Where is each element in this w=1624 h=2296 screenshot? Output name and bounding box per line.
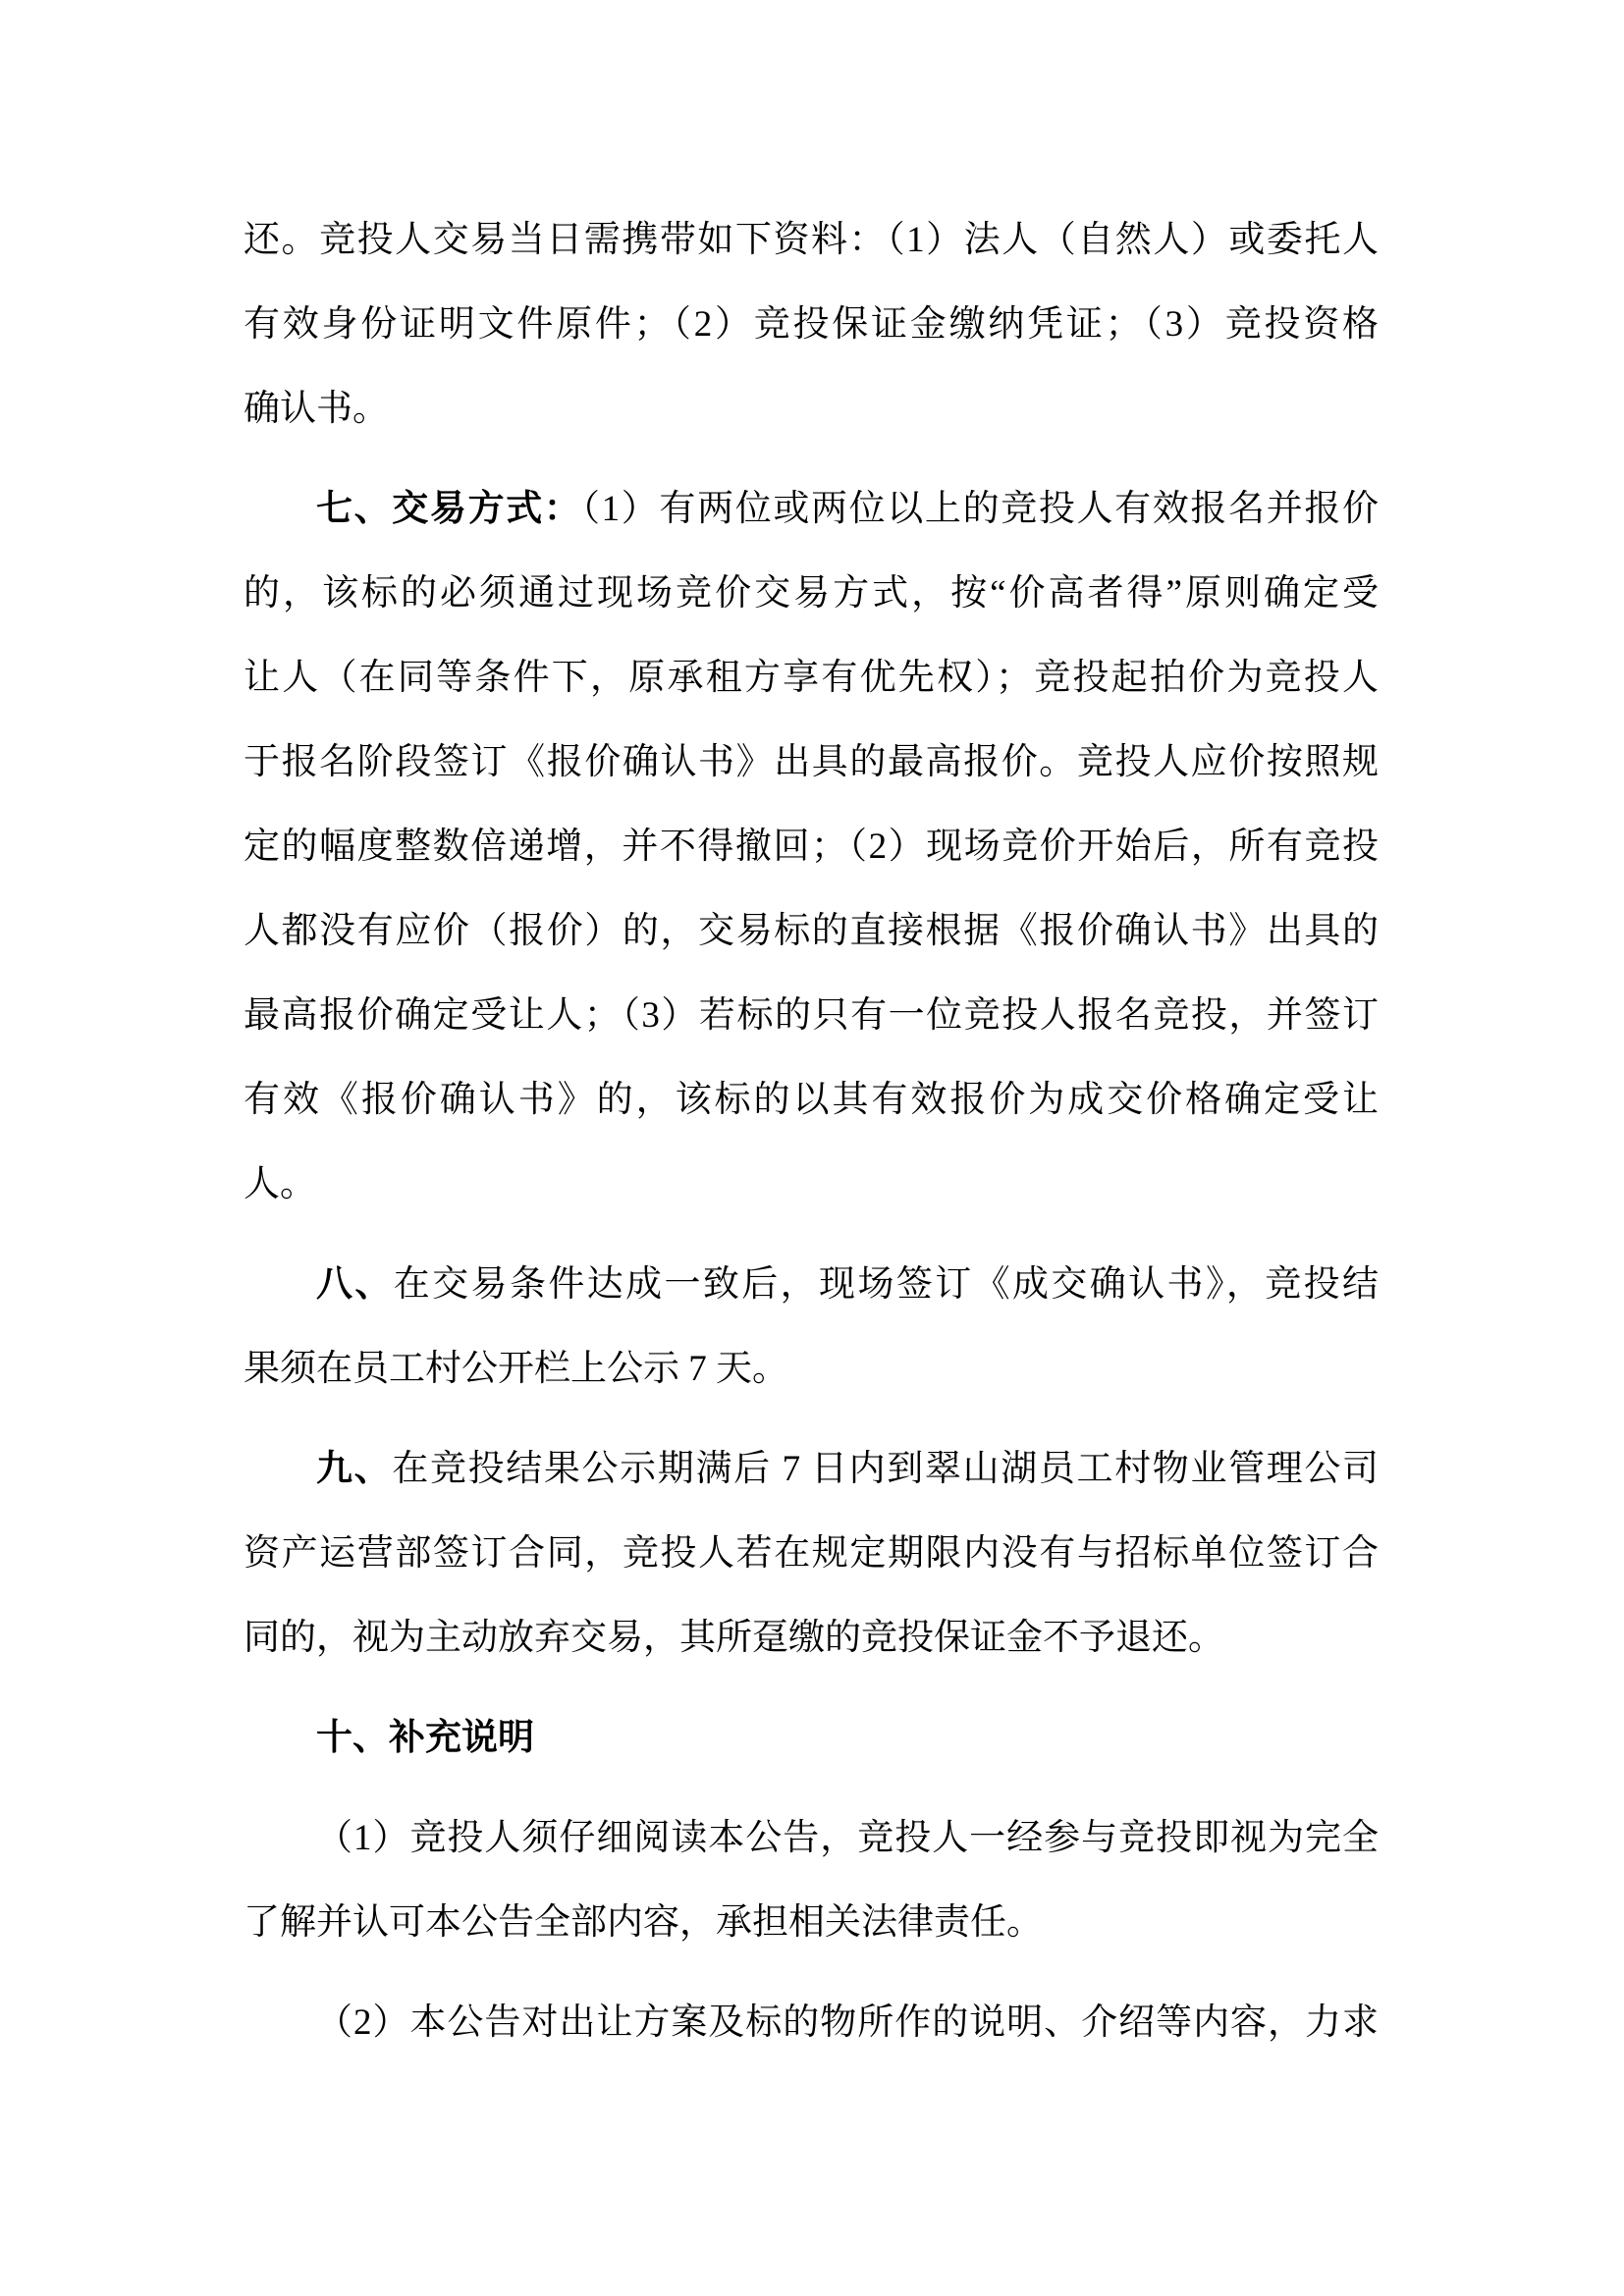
line-text: 果须在员工村公开栏上公示 7 天。: [244, 1349, 788, 1389]
line-text: 人。: [244, 1164, 316, 1204]
bold-heading-text: 九、: [316, 1449, 393, 1489]
paragraph-section-10-heading: [244, 1696, 1379, 1781]
text-line: [244, 974, 1379, 1058]
text-line: [244, 1427, 1379, 1512]
line-text: 于报名阶段签订《报价确认书》出具的最高报价。竞投人应价按照规: [244, 742, 1379, 782]
line-text: 人都没有应价（报价）的，交易标的直接根据《报价确认书》出具的: [244, 911, 1379, 951]
text-line: [244, 198, 1379, 283]
line-text: 在交易条件达成一致后，现场签订《成交确认书》，竞投结: [393, 1264, 1379, 1305]
text-line: [244, 889, 1379, 974]
line-text: 最高报价确定受让人；（3）若标的只有一位竞投人报名竞投，并签订: [244, 995, 1379, 1036]
text-line: [244, 467, 1379, 552]
line-text: （1）有两位或两位以上的竞投人有效报名并报价: [581, 489, 1379, 529]
line-text: 了解并认可本公告全部内容，承担相关法律责任。: [244, 1902, 1043, 1943]
bold-heading-text: 八、: [316, 1264, 394, 1305]
text-line: [244, 552, 1379, 636]
text-line: [244, 1058, 1379, 1143]
text-line: [244, 1796, 1379, 1881]
paragraph-section-8-deal-confirmation: [244, 1243, 1379, 1412]
line-text: （1）竞投人须仔细阅读本公告，竞投人一经参与竞投即视为完全: [316, 1818, 1379, 1858]
line-text: 同的，视为主动放弃交易，其所趸缴的竞投保证金不予退还。: [244, 1618, 1224, 1658]
text-line: [244, 283, 1379, 367]
paragraph-supplement-item-2: [244, 1981, 1379, 2065]
text-line: [244, 721, 1379, 805]
paragraph-continuation-materials: [244, 198, 1379, 452]
line-text: 在竞投结果公示期满后 7 日内到翠山湖员工村物业管理公司: [392, 1449, 1379, 1489]
text-line: [244, 1596, 1379, 1681]
line-text: 有效《报价确认书》的，该标的以其有效报价为成交价格确定受让: [244, 1080, 1379, 1120]
text-line: [244, 367, 1379, 452]
line-text: 确认书。: [244, 389, 389, 429]
line-text: 的，该标的必须通过现场竞价交易方式，按“价高者得”原则确定受: [244, 573, 1379, 614]
line-text: 有效身份证明文件原件；（2）竞投保证金缴纳凭证；（3）竞投资格: [244, 304, 1379, 345]
text-line: [244, 1327, 1379, 1412]
paragraph-section-9-contract-signing: [244, 1427, 1379, 1681]
text-line: [244, 1512, 1379, 1596]
bold-heading-text: 十、补充说明: [316, 1718, 534, 1758]
text-line: [244, 636, 1379, 721]
line-text: （2）本公告对出让方案及标的物所作的说明、介绍等内容，力求: [316, 2002, 1379, 2043]
line-text: 让人（在同等条件下，原承租方享有优先权）；竞投起拍价为竞投人: [244, 658, 1379, 698]
line-text: 资产运营部签订合同，竞投人若在规定期限内没有与招标单位签订合: [244, 1533, 1379, 1574]
text-line: [244, 1881, 1379, 1965]
text-line: [244, 1143, 1379, 1227]
text-line: [244, 1696, 1379, 1781]
bold-heading-text: 七、交易方式：: [316, 489, 582, 529]
line-text: 定的幅度整数倍递增，并不得撤回；（2）现场竞价开始后，所有竞投: [244, 827, 1379, 867]
document-text-block: [244, 198, 1379, 2065]
line-text: 还。竞投人交易当日需携带如下资料：（1）法人（自然人）或委托人: [244, 220, 1379, 260]
text-line: [244, 1243, 1379, 1327]
text-line: [244, 1981, 1379, 2065]
paragraph-section-7-trading-method: [244, 467, 1379, 1227]
text-line: [244, 805, 1379, 889]
paragraph-supplement-item-1: [244, 1796, 1379, 1965]
